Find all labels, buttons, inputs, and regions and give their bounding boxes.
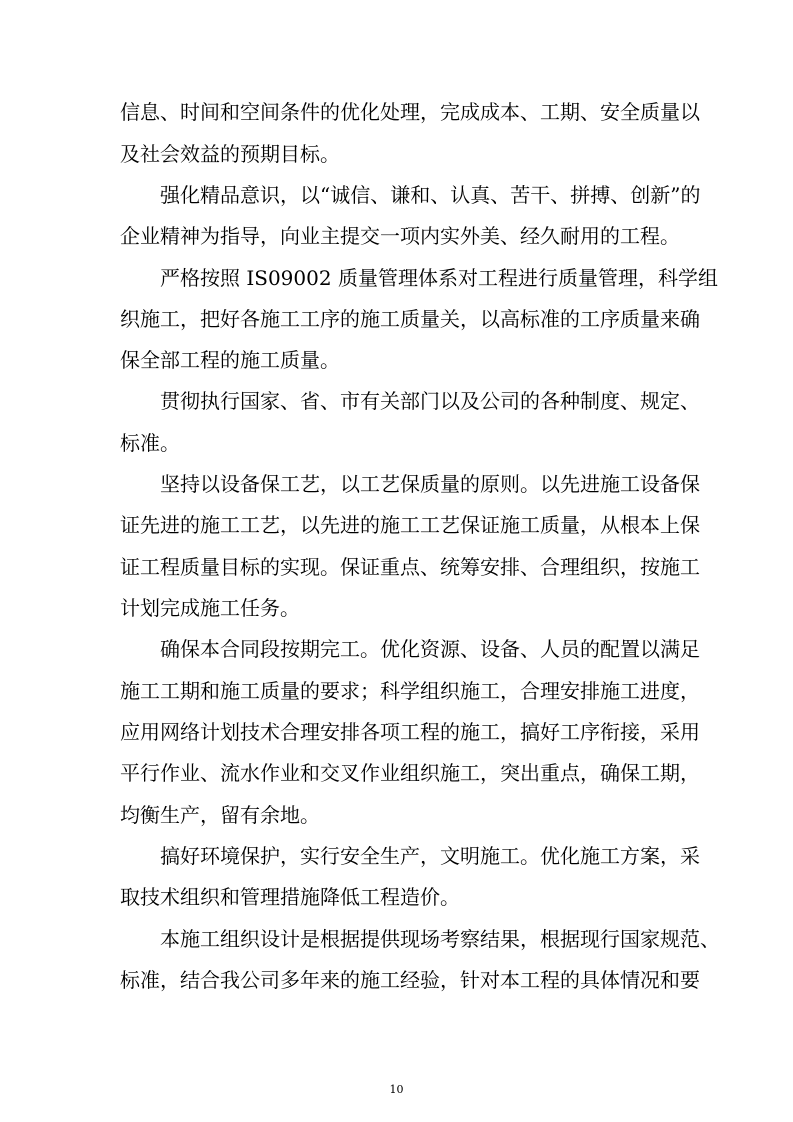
text-line: 织施工，把好各施工工序的施工质量关，以高标准的工序质量来确 [120,307,700,331]
paragraph-first-line: 贯彻执行国家、省、市有关部门以及公司的各种制度、规定、 [160,389,700,413]
text-line: 应用网络计划技术合理安排各项工程的施工，搞好工序衔接，采用 [120,720,700,744]
paragraph-first-line: 确保本合同段按期完工。优化资源、设备、人员的配置以满足 [160,637,700,661]
paragraph-first-line: 本施工组织设计是根据提供现场考察结果，根据现行国家规范、 [160,927,720,951]
text-line: 标准，结合我公司多年来的施工经验，针对本工程的具体情况和要 [120,968,700,992]
text-line: 平行作业、流水作业和交叉作业组织施工，突出重点，确保工期， [120,761,700,785]
page-number: 10 [389,1083,404,1096]
text-line: 标准。 [120,431,180,455]
text-line: 信息、时间和空间条件的优化处理，完成成本、工期、安全质量以 [120,100,700,124]
paragraph-first-line: 坚持以设备保工艺，以工艺保质量的原则。以先进施工设备保 [160,472,700,496]
paragraph-first-line: 强化精品意识，以“诚信、谦和、认真、苦干、拼搏、创新”的 [160,183,701,207]
text-line: 及社会效益的预期目标。 [120,142,340,166]
text-line: 企业精神为指导，向业主提交一项内实外美、经久耐用的工程。 [120,224,680,248]
text-line: 证先进的施工工艺，以先进的施工工艺保证施工质量，从根本上保 [120,513,700,537]
text-line: 保全部工程的施工质量。 [120,348,340,372]
paragraph-first-line: 严格按照 IS09002 质量管理体系对工程进行质量管理，科学组 [160,266,718,290]
text-line: 均衡生产，留有余地。 [120,803,320,827]
paragraph-first-line: 搞好环境保护，实行安全生产，文明施工。优化施工方案，采 [160,844,700,868]
text-line: 施工工期和施工质量的要求；科学组织施工，合理安排施工进度， [120,679,700,703]
text-line: 证工程质量目标的实现。保证重点、统筹安排、合理组织，按施工 [120,555,700,579]
text-line: 取技术组织和管理措施降低工程造价。 [120,885,460,909]
text-line: 计划完成施工任务。 [120,596,300,620]
